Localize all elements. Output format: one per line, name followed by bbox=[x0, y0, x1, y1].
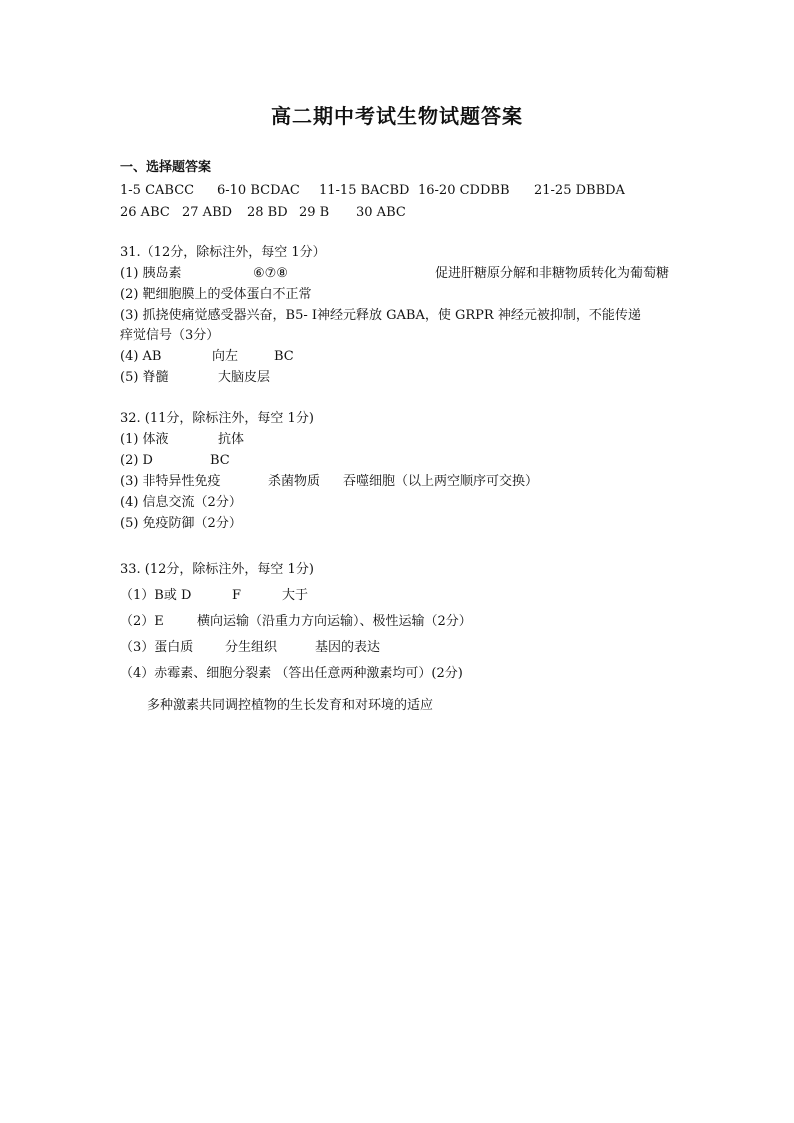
q31-answer-3-line-2: 痒觉信号（3分） bbox=[120, 328, 220, 343]
choice-item: 30 ABC bbox=[356, 205, 406, 220]
choice-group: 11-15 BACBD bbox=[319, 183, 410, 198]
q32-answer-5: (5) 免疫防御（2分） bbox=[120, 516, 242, 531]
q32-answer-3-b: 杀菌物质 bbox=[268, 474, 321, 489]
q32-answer-4: (4) 信息交流（2分） bbox=[120, 495, 242, 510]
q31-answer-1-b: ⑥⑦⑧ bbox=[253, 266, 288, 281]
q32-answer-3-a: (3) 非特异性免疫 bbox=[120, 474, 221, 489]
q33-header: 33. (12分，除标注外，每空 1分) bbox=[120, 562, 314, 577]
choice-item: 26 ABC bbox=[120, 205, 170, 220]
q33-answer-2-b: 横向运输（沿重力方向运输）、极性运输（2分） bbox=[197, 614, 472, 629]
q33-answer-2-a: （2）E bbox=[120, 614, 164, 629]
q31-answer-4 bbox=[120, 349, 294, 365]
choice-item: 29 B bbox=[299, 205, 330, 220]
page-title: 高二期中考试生物试题答案 bbox=[271, 104, 523, 128]
q31-answer-5-b: 大脑皮层 bbox=[218, 370, 271, 385]
q32-answer-3-c: 吞噬细胞（以上两空顺序可交换） bbox=[343, 474, 539, 489]
q33-answer-1-a: （1）B或 D bbox=[120, 588, 192, 603]
q32-answer-2-a: (2) D bbox=[120, 453, 153, 468]
q31-answer-4-b: 向左 bbox=[212, 349, 239, 364]
q33-answer-3 bbox=[120, 640, 380, 656]
q33-answer-3-b: 分生组织 bbox=[225, 640, 278, 655]
q33-answer-4: （4）赤霉素、细胞分裂素 （答出任意两种激素均可）(2分) bbox=[120, 666, 463, 681]
choice-item: 27 ABD bbox=[182, 205, 233, 220]
q31-answer-5 bbox=[120, 370, 270, 386]
q31-answer-5-a: (5) 脊髓 bbox=[120, 370, 169, 385]
choice-group: 1-5 CABCC bbox=[120, 183, 195, 198]
q33-answer-1 bbox=[120, 588, 308, 604]
q32-answer-1 bbox=[120, 432, 244, 448]
q31-answer-2: (2) 靶细胞膜上的受体蛋白不正常 bbox=[120, 287, 312, 302]
q32-answer-1-b: 抗体 bbox=[218, 432, 245, 447]
q33-answer-1-c: 大于 bbox=[282, 588, 309, 603]
choice-group: 6-10 BCDAC bbox=[217, 183, 300, 198]
q31-answer-4-a: (4) AB bbox=[120, 349, 162, 364]
q33-answer-3-c: 基因的表达 bbox=[315, 640, 381, 655]
q32-header: 32. (11分，除标注外，每空 1分) bbox=[120, 411, 314, 426]
choice-group: 21-25 DBBDA bbox=[534, 183, 625, 198]
q31-answer-4-c: BC bbox=[274, 349, 294, 364]
q33-answer-5: 多种激素共同调控植物的生长发育和对环境的适应 bbox=[147, 698, 434, 713]
q32-answer-1-a: (1) 体液 bbox=[120, 432, 169, 447]
q32-answer-3 bbox=[120, 474, 538, 490]
q33-answer-3-a: （3）蛋白质 bbox=[120, 640, 194, 655]
choice-item: 28 BD bbox=[247, 205, 288, 220]
q31-header: 31.（12分，除标注外，每空 1分） bbox=[120, 245, 326, 260]
choice-group: 16-20 CDDBB bbox=[418, 183, 510, 198]
q31-answer-1-c: 促进肝糖原分解和非糖物质转化为葡萄糖 bbox=[435, 266, 670, 281]
q31-answer-1-a: (1) 胰岛素 bbox=[120, 266, 182, 281]
q31-answer-3-line-1: (3) 抓挠使痛觉感受器兴奋，B5- Ⅰ神经元释放 GABA，使 GRPR 神经元被抑制，不能传递 bbox=[120, 308, 641, 323]
section-heading-choice: 一、选择题答案 bbox=[120, 160, 212, 175]
choice-answers-row-1 bbox=[120, 183, 625, 199]
q33-answer-2 bbox=[120, 614, 472, 630]
q32-answer-2 bbox=[120, 453, 230, 469]
q31-answer-1 bbox=[120, 266, 669, 282]
q33-answer-1-b: F bbox=[232, 588, 242, 603]
q32-answer-2-b: BC bbox=[210, 453, 230, 468]
choice-answers-row-2 bbox=[120, 205, 406, 221]
